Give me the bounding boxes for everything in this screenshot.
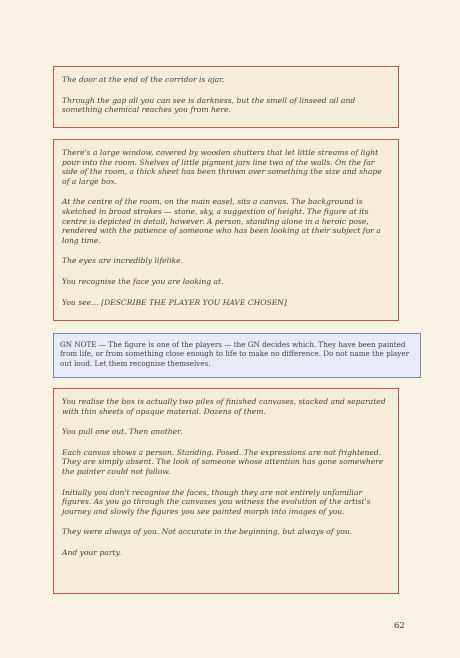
narration-paragraph: The door at the end of the corridor is ajar. [62, 75, 225, 84]
narration-paragraph: You see… [DESCRIBE THE PLAYER YOU HAVE CHOSEN] [62, 297, 287, 307]
narration-paragraph: You realise the box is actually two piles of finished canvases, stacked and separated with thin sheets of opaque material. Dozens of them. [62, 397, 386, 416]
read-aloud-box-canvases [53, 388, 399, 594]
narration-paragraph: Initially you don't recognise the faces, though they are not entirely unfamiliar figures. As you go through the canvases you witness the evolution of the artist's journey and slowly the figures you see painted morph into images of you. [62, 487, 371, 516]
narration-paragraph: You pull one out. Then another. [62, 427, 183, 437]
gn-note-text: GN NOTE — The figure is one of the players — the GN decides which. They have been painted from life, or from something close enough to life to make no difference. Do not name the player out loud. Let them recognise themselves. [60, 340, 410, 368]
narration-paragraph: You recognise the face you are looking at. [62, 276, 224, 286]
read-aloud-box-corridor [53, 66, 399, 128]
narration-paragraph: At the centre of the room, on the main easel, sits a canvas. The background is sketched in broad strokes — stone, sky, a suggestion of height. The figure at its centre is depicted in detail, however. A person, standing alone in a heroic pose, rendered with the patience of someone who has been looking at their subject for a long time. [62, 197, 381, 245]
read-aloud-box-studio [53, 139, 399, 321]
page-number: 62 [394, 621, 405, 631]
narration-paragraph: There's a large window, covered by wooden shutters that let little streams of light pour into the room. Shelves of little pigment jars line two of the walls. On the far side of the room, a thick sheet has been thrown over something the size and shape of a large box. [62, 148, 382, 186]
narration-paragraph: They were always of you. Not accurate in the beginning, but always of you. [62, 527, 353, 537]
narration-paragraph: Through the gap all you can see is darkness, but the smell of linseed oil and something chemical reaches you from here. [62, 95, 356, 115]
gn-note-box [53, 333, 421, 378]
narration-paragraph: The eyes are incredibly lifelike. [62, 256, 184, 266]
narration-paragraph: Each canvas shows a person. Standing. Posed. The expressions are not frightened. They are simply absent. The look of someone whose attention has gone somewhere the painter could not follow. [62, 447, 384, 476]
narration-paragraph: And your party. [62, 547, 122, 557]
